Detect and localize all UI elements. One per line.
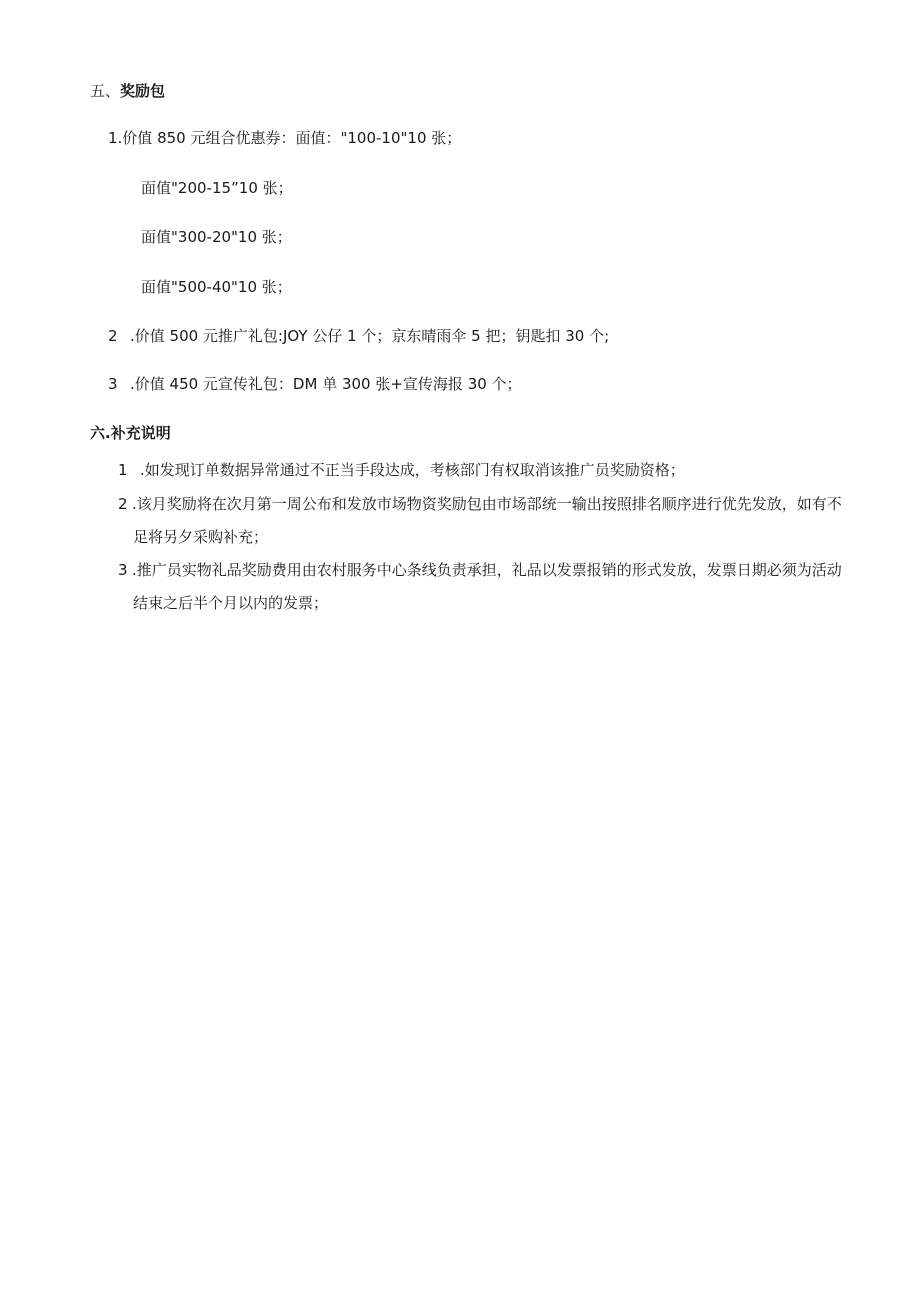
reward-item-3 xyxy=(108,374,522,394)
note-3-number: 3 xyxy=(118,561,128,579)
note-2-number: 2 xyxy=(118,495,128,513)
note-1-number: 1 xyxy=(118,461,128,479)
reward-item-2-text: .价值 500 元推广礼包:JOY 公仔 1 个；京东晴雨伞 5 把；钥匙扣 30 个; xyxy=(130,327,610,345)
note-2-text-line-2: 足将另夕采购补充； xyxy=(133,528,269,546)
note-3-text-line-1: .推广员实物礼品奖励费用由农村服务中心条线负责承担，礼品以发票报销的形式发放，发票日期必须为活动 xyxy=(132,561,842,579)
reward-item-3-number: 3 xyxy=(108,375,118,393)
reward-item-1-sub-2: 面值"300-20"10 张； xyxy=(141,228,292,246)
section-6-title: 六.补充说明 xyxy=(90,424,171,442)
reward-item-1-sub-3: 面值"500-40"10 张； xyxy=(141,278,292,296)
note-3-text-line-2: 结束之后半个月以内的发票； xyxy=(133,594,329,612)
section-5-heading xyxy=(90,81,165,101)
note-2 xyxy=(118,494,842,514)
note-3 xyxy=(118,560,842,580)
note-2-text-line-1: .该月奖励将在次月第一周公布和发放市场物资奖励包由市场部统一输出按照排名顺序进行优先发放，如有不 xyxy=(132,495,842,513)
note-1 xyxy=(118,460,685,480)
reward-item-2-number: 2 xyxy=(108,327,118,345)
section-5-prefix: 五、 xyxy=(90,82,121,100)
reward-item-1: 1.价值 850 元组合优惠券：面值："100-10"10 张； xyxy=(108,129,462,147)
note-1-text: .如发现订单数据异常通过不正当手段达成，考核部门有权取消该推广员奖励资格； xyxy=(140,461,685,479)
reward-item-1-sub-1: 面值"200-15”10 张； xyxy=(141,179,293,197)
reward-item-3-text: .价值 450 元宣传礼包：DM 单 300 张+宣传海报 30 个； xyxy=(130,375,522,393)
section-5-title: 奖励包 xyxy=(120,82,166,100)
reward-item-2 xyxy=(108,326,609,346)
